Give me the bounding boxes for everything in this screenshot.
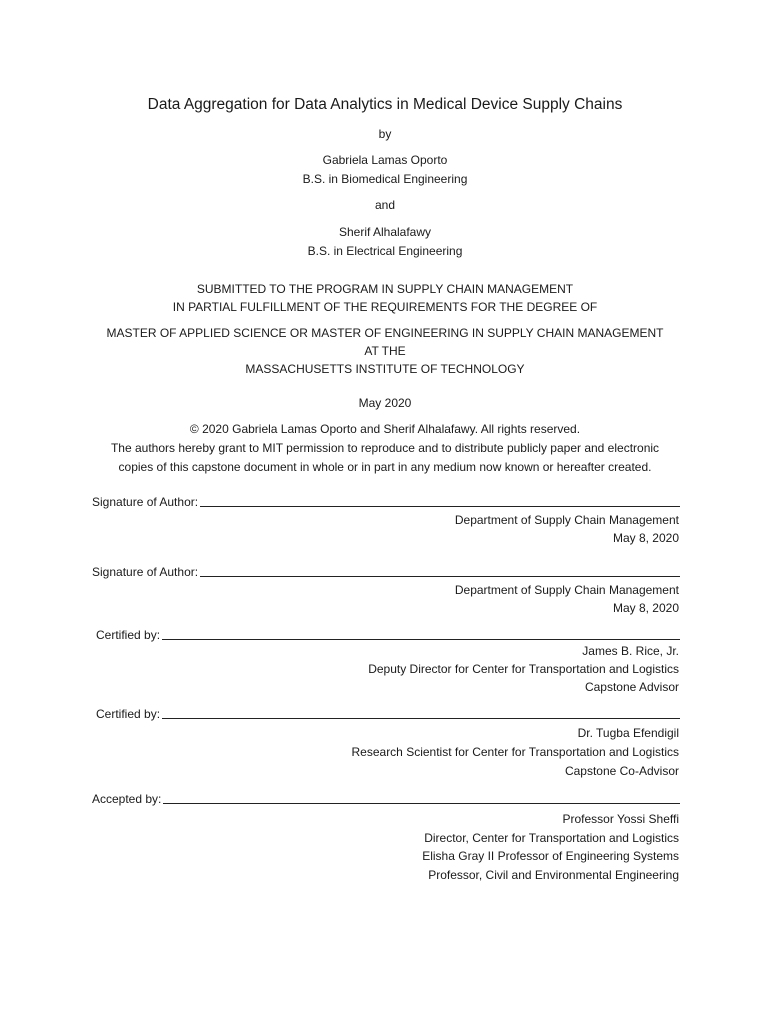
signature-detail: Professor, Civil and Environmental Engineering xyxy=(428,868,679,882)
signature-detail: Elisha Gray II Professor of Engineering Systems xyxy=(422,849,679,863)
certified-advisor xyxy=(96,627,680,643)
signature-detail: James B. Rice, Jr. xyxy=(582,644,679,658)
permission-line-1: The authors hereby grant to MIT permission to reproduce and to distribute publicly paper and electronic xyxy=(110,441,660,455)
signature-line xyxy=(163,802,680,804)
copyright-notice: © 2020 Gabriela Lamas Oporto and Sherif Alhalafawy. All rights reserved. xyxy=(189,422,581,436)
signature-line xyxy=(162,717,680,719)
and-text: and xyxy=(374,198,396,212)
author1-name: Gabriela Lamas Oporto xyxy=(322,153,448,167)
submission-line-3: MASTER OF APPLIED SCIENCE OR MASTER OF ENGINEERING IN SUPPLY CHAIN MANAGEMENT xyxy=(106,326,664,340)
signature-line xyxy=(200,505,680,507)
signature-detail: Capstone Co-Advisor xyxy=(564,764,679,778)
signature-author-2 xyxy=(92,564,680,580)
signature-detail: Professor Yossi Sheffi xyxy=(562,812,679,826)
signature-label: Certified by: xyxy=(96,628,161,642)
signature-detail: May 8, 2020 xyxy=(612,531,679,545)
submission-line-5: MASSACHUSETTS INSTITUTE OF TECHNOLOGY xyxy=(245,362,525,376)
signature-detail: Dr. Tugba Efendigil xyxy=(577,726,679,740)
permission-line-2: copies of this capstone document in whole or in part in any medium now known or hereafter created. xyxy=(118,460,652,474)
author2-degree: B.S. in Electrical Engineering xyxy=(307,244,463,258)
signature-author-1 xyxy=(92,494,680,510)
signature-label: Signature of Author: xyxy=(92,565,199,579)
signature-detail: Director, Center for Transportation and Logistics xyxy=(424,831,679,845)
certified-co-advisor xyxy=(96,706,680,722)
signature-detail: Department of Supply Chain Management xyxy=(454,513,679,527)
author1-degree: B.S. in Biomedical Engineering xyxy=(302,172,468,186)
accepted-by xyxy=(92,791,680,807)
signature-label: Accepted by: xyxy=(92,792,162,806)
submission-date: May 2020 xyxy=(358,396,412,410)
document-title: Data Aggregation for Data Analytics in Medical Device Supply Chains xyxy=(147,96,623,113)
signature-detail: May 8, 2020 xyxy=(612,601,679,615)
by-text: by xyxy=(378,127,392,141)
signature-line xyxy=(162,638,680,640)
signature-line xyxy=(200,575,680,577)
author2-name: Sherif Alhalafawy xyxy=(338,225,432,239)
signature-detail: Research Scientist for Center for Transportation and Logistics xyxy=(351,745,679,759)
signature-label: Signature of Author: xyxy=(92,495,199,509)
signature-detail: Deputy Director for Center for Transportation and Logistics xyxy=(368,662,679,676)
signature-detail: Department of Supply Chain Management xyxy=(454,583,679,597)
signature-label: Certified by: xyxy=(96,707,161,721)
submission-line-4: AT THE xyxy=(364,344,406,358)
submission-line-1: SUBMITTED TO THE PROGRAM IN SUPPLY CHAIN MANAGEMENT xyxy=(196,282,574,296)
signature-detail: Capstone Advisor xyxy=(584,680,679,694)
submission-line-2: IN PARTIAL FULFILLMENT OF THE REQUIREMENTS FOR THE DEGREE OF xyxy=(172,300,598,314)
